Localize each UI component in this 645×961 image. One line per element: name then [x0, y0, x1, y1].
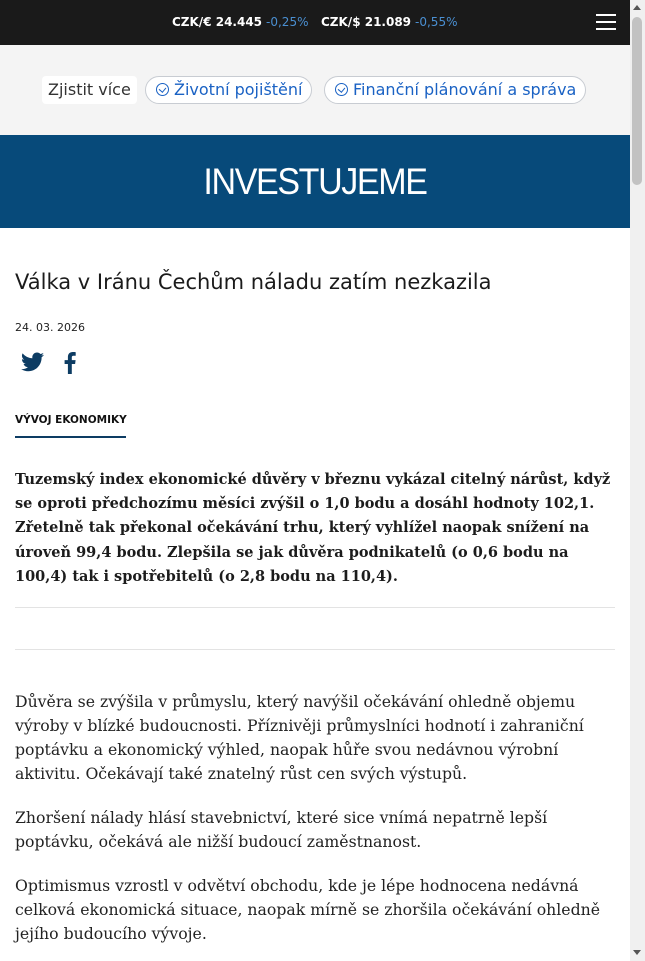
ticker-usd-rate: CZK/$ 21.089: [321, 15, 412, 29]
brand-logo: INVESTUJEME: [203, 161, 427, 202]
scroll-down-arrow-icon[interactable]: [633, 950, 641, 955]
article-paragraph: Optimismus vzrostl v odvětví obchodu, kde je lépe hodnocena nedávná celková ekonomická situace, naopak mírně se zhoršila očekávání ohledně jejího budoucího vývoje.: [15, 876, 601, 943]
article-paragraph: Zhoršení nálady hlásí stavebnictví, které sice vnímá nepatrně lepší poptávku, očekává ale nižší budoucí zaměstnanost.: [15, 808, 548, 851]
circle-arrow-icon: [156, 83, 169, 96]
circle-arrow-icon: [335, 83, 348, 96]
chip-financial-planning-label: Finanční plánování a správa: [353, 80, 577, 99]
ticker-usd: [321, 15, 457, 29]
scrollbar-thumb[interactable]: [632, 17, 642, 185]
divider: [15, 649, 615, 650]
facebook-icon[interactable]: [63, 352, 77, 374]
scroll-up-arrow-icon[interactable]: [633, 5, 641, 10]
divider: [15, 607, 615, 608]
ticker-usd-change: -0,55%: [415, 15, 458, 29]
vertical-scrollbar[interactable]: [630, 0, 645, 961]
chip-life-insurance[interactable]: [145, 76, 312, 104]
ticker-eur: [172, 15, 308, 29]
section-tag[interactable]: VÝVOJ EKONOMIKY: [15, 414, 127, 426]
brand-banner[interactable]: [0, 135, 630, 228]
promo-bar: [0, 45, 630, 135]
hamburger-menu-icon[interactable]: [596, 13, 618, 31]
ticker-eur-rate: CZK/€ 24.445: [172, 15, 263, 29]
article-paragraph: Důvěra se zvýšila v průmyslu, který navýšil očekávání ohledně objemu výroby v blízké budoucnosti. Příznivěji průmyslníci hodnotí i zahraniční poptávku a ekonomický výhled, naopak hůře svou nedávnou výrobní aktivitu. Očekávají také znatelný růst cen svých výstupů.: [15, 692, 584, 783]
section-tag-underline: [15, 436, 126, 438]
currency-ticker-bar: [0, 0, 630, 45]
chip-financial-planning[interactable]: [324, 76, 586, 104]
article-lead: Tuzemský index ekonomické důvěry v březnu vykázal citelný nárůst, když se oproti předchozímu měsíci zvýšil o 1,0 bodu a dosáhl hodnoty 102,1. Zřetelně tak překonal očekávání trhu, který vyhlížel naopak snížení na úroveň 99,4 bodu. Zlepšila se jak důvěra podnikatelů (o 0,6 bodu na 100,4) tak i spotřebitelů (o 2,8 bodu na 110,4).: [15, 471, 611, 585]
article-date: 24. 03. 2026: [15, 321, 85, 334]
promo-label: Zjistit více: [42, 76, 137, 104]
chip-life-insurance-label: Životní pojištění: [174, 80, 303, 99]
article-title: Válka v Iránu Čechům náladu zatím nezkazila: [15, 270, 492, 294]
twitter-icon[interactable]: [21, 352, 44, 372]
ticker-eur-change: -0,25%: [266, 15, 309, 29]
